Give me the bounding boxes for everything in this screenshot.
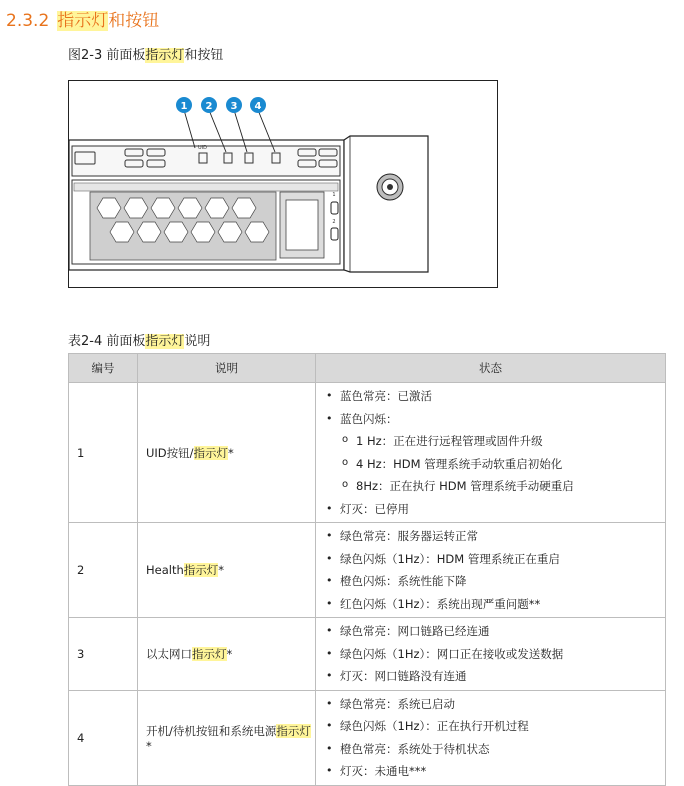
status-item: • 灯灭：未通电*** [316,760,661,783]
status-subitem: o 1 Hz：正在进行远程管理或固件升级 [316,430,661,453]
figure-caption: 图2-3 前面板指示灯和按钮 [68,48,224,63]
row-status [316,690,666,785]
row-description [138,383,316,523]
status-item: • 橙色常亮：系统处于待机状态 [316,738,661,761]
heading-rest: 和按钮 [108,11,160,31]
drive-led-label-1: 1 [332,192,336,198]
desc-prefix: 开机/待机按钮和系统电源 [146,723,277,738]
row-number: 3 [69,618,138,691]
status-subitem: o 8Hz：正在执行 HDM 管理系统手动硬重启 [316,475,661,498]
status-item: • 灯灭：已停用 [316,498,661,521]
desc-prefix: 以太网口 [146,646,192,661]
desc-suffix: * [228,445,234,460]
indicator-table [68,353,666,786]
status-item: • 绿色闪烁（1Hz）：正在执行开机过程 [316,715,661,738]
status-subitem: o 4 Hz：HDM 管理系统手动软重启初始化 [316,453,661,476]
status-item: • 绿色常亮：服务器运转正常 [316,525,661,548]
section-heading [6,6,159,31]
status-list [316,525,661,615]
status-item: • 灯灭：网口链路没有连通 [316,665,661,688]
table-row [69,523,666,618]
front-panel-figure [68,80,498,288]
row-description [138,690,316,785]
row-number: 1 [69,383,138,523]
status-item: • 橙色闪烁：系统性能下降 [316,570,661,593]
callout-1 [176,97,192,113]
header-status: 状态 [316,354,666,383]
table-row [69,690,666,785]
callout-4 [250,97,266,113]
desc-hl: 指示灯 [276,723,311,738]
desc-prefix: UID按钮/ [146,445,194,460]
status-item: • 绿色闪烁（1Hz）：HDM 管理系统正在重启 [316,548,661,571]
status-list [316,385,661,520]
desc-suffix: * [146,738,152,753]
row-status [316,383,666,523]
row-status [316,618,666,691]
status-item: • 绿色常亮：网口链路已经连通 [316,620,661,643]
header-description: 说明 [138,354,316,383]
status-item: • 红色闪烁（1Hz）：系统出现严重问题** [316,593,661,616]
table-header-row [69,354,666,383]
row-number: 2 [69,523,138,618]
desc-hl: 指示灯 [193,445,229,460]
desc-suffix: * [226,646,233,661]
status-list [316,620,661,688]
svg-text:2: 2 [205,101,213,112]
status-item: • 绿色闪烁（1Hz）：网口正在接收或发送数据 [316,643,661,666]
callout-3 [226,97,242,113]
section-number: 2.3.2 [6,11,50,31]
status-item: • 绿色常亮：系统已启动 [316,693,661,716]
header-number: 编号 [69,354,138,383]
desc-suffix: * [218,563,225,577]
row-status [316,523,666,618]
uid-label: UID [198,145,207,151]
desc-hl: 指示灯 [192,646,227,661]
heading-highlight: 指示灯 [57,11,109,31]
svg-text:3: 3 [230,101,238,112]
row-description [138,523,316,618]
desc-prefix: Health [146,563,184,577]
row-description [138,618,316,691]
drive-bay [72,180,340,264]
desc-hl: 指示灯 [183,563,219,577]
status-list [316,693,661,783]
status-item: • 蓝色常亮：已激活 [316,385,661,408]
table-caption: 表2-4 前面板指示灯说明 [68,334,211,349]
svg-text:4: 4 [254,101,262,112]
table-row [69,618,666,691]
row-number: 4 [69,690,138,785]
table-row [69,383,666,523]
drive-led-label-2: 2 [332,219,336,225]
svg-text:1: 1 [180,101,188,112]
rack-ear [344,136,428,272]
status-item: • 蓝色闪烁： [316,408,661,431]
callout-2 [201,97,217,113]
